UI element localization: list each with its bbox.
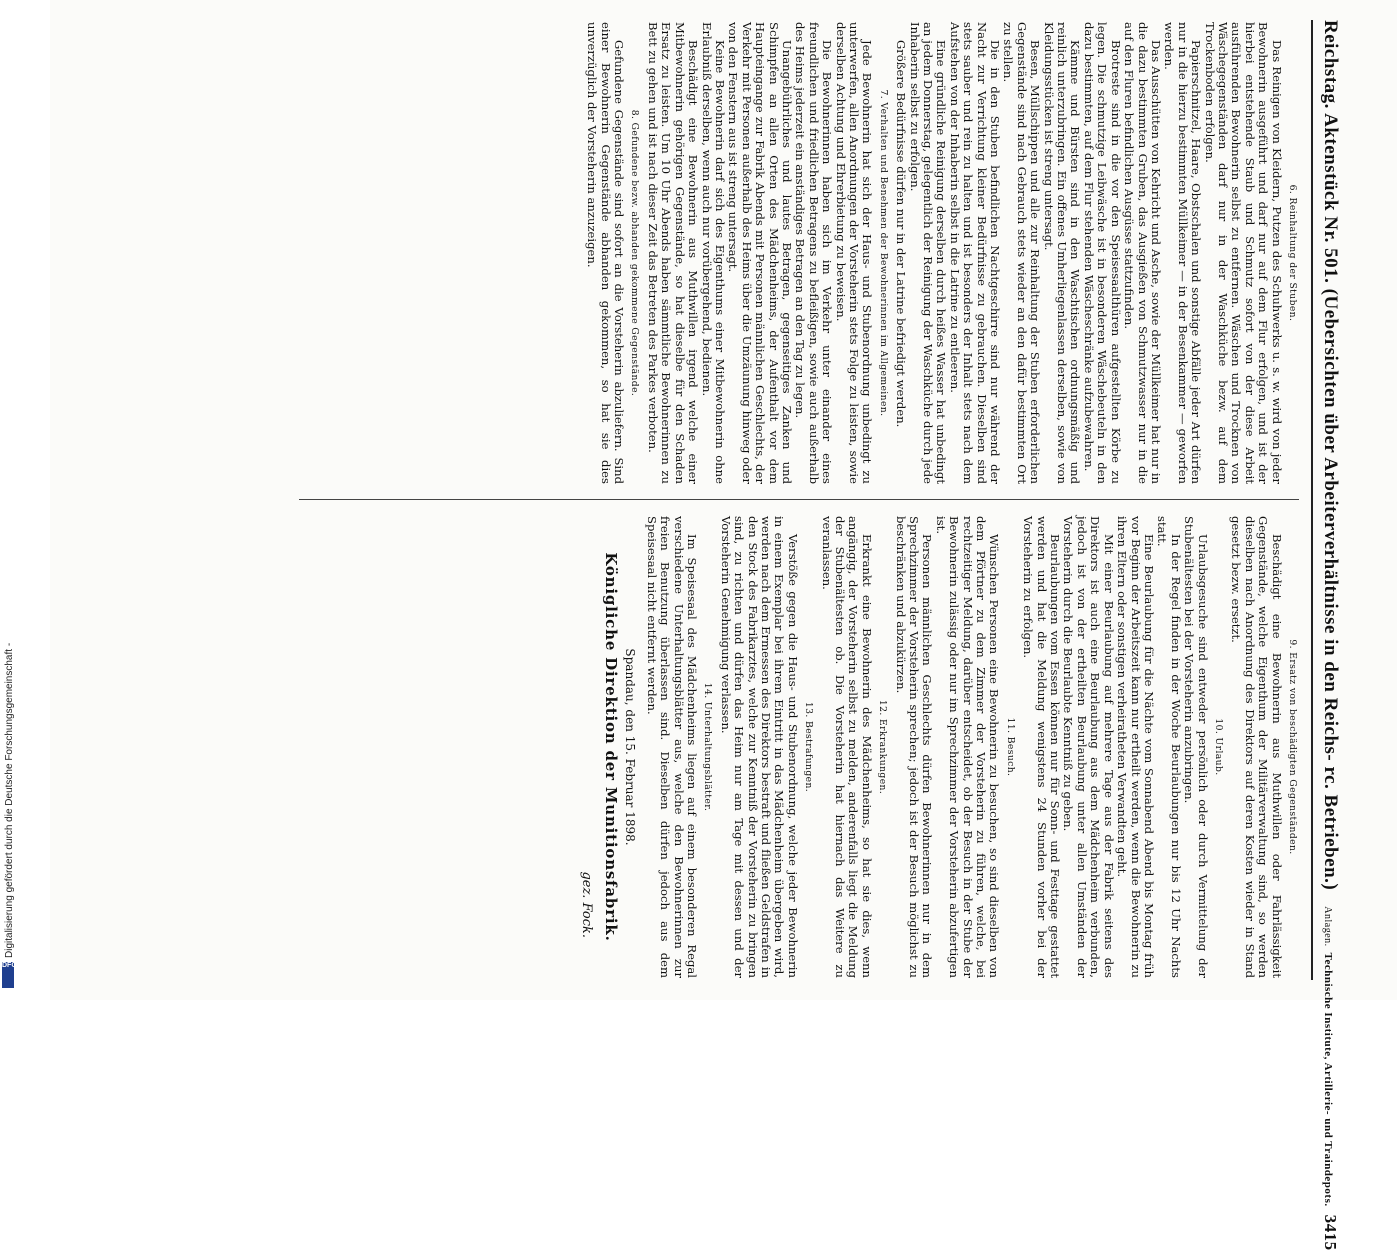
- paragraph: Kämme und Bürsten sind in den Waschtischen ordnungsmäßig und reinlich unterzubringen. Ein offenes Umherliegenlassen derselben, sowie von Kleidungsstücken ist streng untersagt.: [1041, 22, 1083, 484]
- section-name: Technische Institute, Artillerie- und Traindepots.: [1322, 952, 1334, 1207]
- paragraph: Jede Bewohnerin hat sich der Haus- und Stubenordnung unbedingt zu unterwerfen, allen Anordnungen der Vorsteherin stets Folge zu leisten, sowie derselben Achtung und Ehrerbietung zu beweisen.: [833, 22, 875, 484]
- paragraph: Eine Beurlaubung für die Nächte vom Sonnabend Abend bis Montag früh vor Beginn der Arbeitszeit kann nur ertheilt werden, wenn die Bewohnerin zu ihren Eltern oder sonstigen verheiratheten Verwandten geht.: [1115, 516, 1156, 978]
- right-column-sections: [644, 516, 1299, 978]
- paragraph: Das Ausschütten von Kehricht und Asche, sowie der Müllkeimer hat nur in die dazu bestimmten Gruben, das Ausgießen von Schmutzwasser nur in die auf den Fluren befindlichen Ausgüsse stattzufinden.: [1122, 22, 1163, 484]
- paragraph: Urlaubsgesuche sind entweder persönlich oder durch Vermittelung der Stubenältesten bei der Vorsteherin anzubringen.: [1182, 516, 1210, 978]
- paragraph: Personen männlichen Geschlechts dürfen Bewohnerinnen nur in dem Sprechzimmer der Vorsteherin sprechen; jedoch ist der Besuch möglichst zu beschränken und abzukürzen.: [893, 516, 935, 978]
- paragraph: Beurlaubungen vom Essen können nur für Sonn- und Festtage gestattet werden und hat die Meldung wenigstens 24 Stunden vorher bei der Vorsteherin zu erfolgen.: [1021, 516, 1063, 978]
- dfg-logo-text: DFG: [2, 962, 17, 969]
- page-number: 3415: [1321, 1214, 1340, 1251]
- paragraph: Keine Bewohnerin darf sich des Eigenthums einer Mitbewohnerin ohne Erlaubniß derselben, wenn auch nur vorübergehend, bedienen.: [699, 22, 727, 484]
- scanned-page: [50, 0, 1397, 1251]
- paragraph: Beschädigt eine Bewohnerin aus Muthwillen oder Fahrlässigkeit Gegenstände, welche Eigenthum der Militärverwaltung sind, so werden dieselben nach Anordnung des Direktors auf deren Kosten wieder in Stand gesetzt bezw. ersetzt.: [1229, 516, 1284, 978]
- paragraph: In der Regel finden in der Woche Beurlaubungen nur bis 12 Uhr Nachts statt.: [1155, 516, 1183, 978]
- paragraph: Papierschnitzel, Haare, Obstschalen und sonstige Abfälle jeder Art dürfen nur in die hierzu bestimmten Müllkeimer — in der Besenkammer — geworfen werden.: [1162, 22, 1204, 484]
- dfg-logo-icon: [2, 962, 17, 988]
- signature-block: [580, 516, 636, 978]
- paragraph: Die Bewohnerinnen haben sich im Verkehr unter einander eines freundlichen und friedlichen Betragens zu befleißigen, sowie auch außerhalb des Heims jederzeit ein anständiges Betragen an den Tag zu legen.: [793, 22, 835, 484]
- section-heading: 11. Besuch.: [1004, 717, 1016, 777]
- signature-organization: Königliche Direktion der Munitionsfabrik.: [601, 552, 620, 942]
- page-title: Reichstag. Aktenstück Nr. 501. (Uebersichten über Arbeiterverhältnisse in den Reichs- rc. Betrieben.): [1320, 20, 1341, 891]
- paragraph: Unangebührliches und lautes Betragen, gegenseitiges Zanken und Schimpfen an allen Orten des Mädchenheims, der Aufenthalt vor dem Haupteingange zur Fabrik Abends mit Personen männlichen Geschlechts, der Verkehr mit Personen außerhalb des Heims über die Umzäunung hinweg oder von den Fenstern aus ist streng untersagt.: [726, 22, 794, 484]
- paragraph: Die in den Stuben befindlichen Nachtgeschirre sind nur während der Nacht zur Verrichtung kleiner Bedürfnisse zu gebrauchen. Dieselben sind stets sauber und rein zu halten und ist besonders der Inhalt stets nach dem Aufstehen von der Inhaberin selbst in die Latrine zu entleeren.: [947, 22, 1003, 484]
- paragraph: Mit einer Beurlaubung auf mehrere Tage aus der Fabrik seitens des Direktors ist auch eine Beurlaubung aus dem Mädchenheim verbunden, jedoch ist von der ertheilten Beurlaubung unter allen Umständen der Vorsteherin durch die Beurlaubte Kenntniß zu geben.: [1061, 516, 1116, 978]
- credit-text: Digitalisierung gefördert durch die Deutsche Forschungsgemeinschaft -: [4, 642, 15, 958]
- right-column: [63, 516, 1303, 978]
- paragraph: Gefundene Gegenstände sind sofort an die Vorsteherin abzuliefern. Sind einer Bewohnerin Gegenstände abhanden gekommen, so hat sie dies unverzüglich der Vorsteherin anzuzeigen.: [585, 22, 627, 484]
- paragraph: Brotreste sind in die vor den Speisesaalthüren aufgestellten Körbe zu legen. Die schmutzige Leibwäsche ist in besonderen Wäschebeuteln in den dazu bestimmten, auf dem Flur stehenden Wäscheschränke aufzubewahren.: [1081, 22, 1123, 484]
- document-page: [50, 0, 1397, 1251]
- paragraph: Besen, Müllschippen und alle zur Reinhaltung der Stuben erforderlichen Gegenstände sind nach Gebrauch stets wieder an den dafür bestimmten Ort zu stellen.: [1001, 22, 1043, 484]
- column-divider: [299, 499, 1299, 500]
- paragraph: Das Reinigen von Kleidern, Putzen des Schuhwerks u. s. w. wird von jeder Bewohnerin ausgeführt und darf nur auf dem Flur erfolgen, und ist der hierbei entstehende Staub und Schmutz sofort von der diese Arbeit ausführenden Bewohnerin selbst zu entfernen. Wäschen und Trocknen von Wäschegegenständen darf nur in der Waschküche bezw. auf dem Trockenboden erfolgen.: [1202, 22, 1284, 484]
- paragraph: Im Speisesaal des Mädchenheims liegen auf einem besonderen Regal verschiedene Unterhaltungsblätter aus, welche den Bewohnerinnen zur freien Benutzung überlassen sind. Dieselben dürfen jedoch aus dem Speisesaal nicht entfernt werden.: [644, 516, 699, 978]
- digitization-credit: [0, 0, 50, 1000]
- section-heading: 12. Erkrankungen.: [877, 699, 889, 795]
- running-head: [1319, 20, 1341, 1251]
- header-rule: [1311, 20, 1313, 980]
- section-heading: 10. Urlaub.: [1212, 718, 1224, 776]
- section-heading: 14. Unterhaltungsblätter.: [702, 682, 714, 812]
- paragraph: Eine gründliche Reinigung derselben durch heißes Wasser hat unbedingt an jedem Donnerstag, gelegentlich der Reinigung der Waschküche durch jede Inhaberin selbst zu erfolgen.: [907, 22, 949, 484]
- section-label: Anlagen.: [1322, 906, 1333, 947]
- section-heading: 8. Gefundene bezw. abhanden gekommene Gegenstände.: [629, 109, 641, 397]
- section-heading: 7. Verhalten und Benehmen der Bewohnerinnen im Allgemeinen.: [877, 89, 889, 417]
- signature-name: gez. Fock.: [579, 871, 595, 938]
- section-heading: 9. Ersatz von beschädigten Gegenständen.: [1287, 639, 1298, 855]
- left-column: [63, 22, 1303, 484]
- section-heading: 13. Bestrafungen.: [803, 701, 815, 793]
- paragraph: Verstöße gegen die Haus- und Stubenordnung, welche jeder Bewohnerin in einem Exemplar bei ihrem Eintritt in das Mädchenheim übergeben wird, werden nach dem Ermessen des Direktors bestraft und fließen Geldstrafen in den Stock des Fabrikarztes, welche zur Kenntniß der Vorsteherin zu bringen sind, zu richten und dürfen das Heim nur am Tage mit dessen und der Vorsteherin Genehmigung verlassen.: [718, 516, 800, 978]
- section-heading: 6. Reinhaltung der Stuben.: [1287, 184, 1298, 322]
- paragraph: Größere Bedürfnisse dürfen nur in der Latrine befriedigt werden.: [894, 40, 909, 428]
- paragraph: Beschädigt eine Bewohnerin aus Muthwillen irgend welche einer Mitbewohnerin gehörigen Gegenstände, so hat dieselbe für den Schaden Ersatz zu leisten. Um 10 Uhr Abends haben sämmtliche Bewohnerinnen zu Bett zu gehen und ist nach dieser Zeit das Betreten des Parkes verboten.: [645, 22, 701, 484]
- paragraph: Erkrankt eine Bewohnerin des Mädchenheims, so hat sie dies, wenn angängig, der Vorsteherin selbst zu melden, anderenfalls liegt die Meldung der Stubenältesten ob. Die Vorsteherin hat hiernach das Weitere zu veranlassen.: [819, 516, 874, 978]
- signature-date: Spandau, den 15. Februar 1898.: [623, 648, 638, 846]
- paragraph: Wünschen Personen eine Bewohnerin zu besuchen, so sind dieselben von dem Pförtner zu dem Zimmer der Vorsteherin zu führen, welche, bei rechtzeitiger Meldung, darüber entscheidet, ob der Besuch in der Stube der Bewohnerin zulässig oder nur im Sprechzimmer der Vorsteherin abzufertigen ist.: [933, 516, 1002, 978]
